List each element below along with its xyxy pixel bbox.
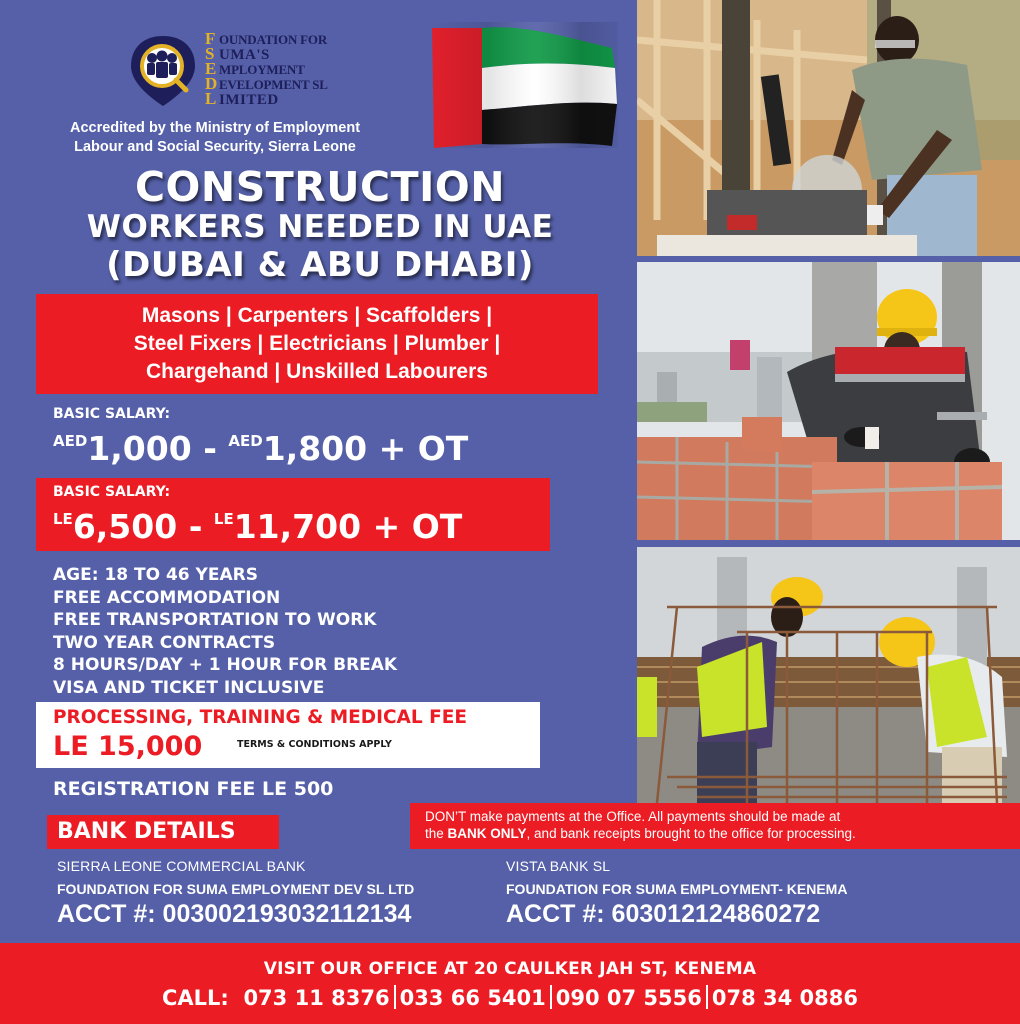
salary-le — [53, 484, 462, 546]
salary-max: 1,800 — [262, 429, 368, 468]
logo-initial: S — [205, 44, 215, 63]
notice-line-1: DON’T make payments at the Office. All payments should be made at — [425, 809, 841, 824]
accreditation-line-1: Accredited by the Ministry of Employment — [69, 120, 361, 136]
salary-label: BASIC SALARY: — [53, 406, 171, 422]
logo-initial: E — [205, 59, 217, 78]
phone-number[interactable]: 090 07 5556 — [555, 986, 702, 1010]
logo-line: UMA'S — [219, 47, 270, 63]
bank-name: SIERRA LEONE COMMERCIAL BANK — [57, 858, 306, 874]
trades-box — [36, 294, 598, 394]
headline-line-2: WORKERS NEEDED IN UAE — [86, 209, 554, 245]
payment-notice — [410, 803, 1020, 849]
salary-max: 11,700 — [233, 507, 362, 546]
salary-range — [53, 422, 468, 468]
bank-account-1 — [57, 858, 414, 929]
footer-contact — [0, 943, 1020, 1024]
bank-details-heading: BANK DETAILS — [47, 815, 279, 849]
salary-min: 6,500 — [72, 507, 178, 546]
accreditation-text — [40, 119, 390, 157]
bank-name: VISTA BANK SL — [506, 858, 611, 874]
divider — [550, 985, 552, 1009]
account-number: ACCT #: 603012124860272 — [506, 900, 821, 928]
logo-icon — [128, 34, 198, 108]
logo-initial: L — [205, 89, 217, 108]
steel-fixers-photo — [637, 547, 1020, 803]
account-name: FOUNDATION FOR SUMA EMPLOYMENT DEV SL LTD — [57, 881, 415, 897]
logo-line: MPLOYMENT — [219, 62, 305, 77]
phone-number[interactable]: 073 11 8376 — [243, 986, 390, 1010]
benefit-item: FREE TRANSPORTATION TO WORK — [53, 610, 377, 630]
logo-line: OUNDATION FOR — [219, 32, 328, 47]
notice-text: , and bank receipts brought to the office for processing. — [526, 826, 856, 841]
benefit-item: FREE ACCOMMODATION — [53, 587, 281, 608]
uae-flag-icon — [432, 22, 618, 148]
account-name: FOUNDATION FOR SUMA EMPLOYMENT- KENEMA — [506, 881, 848, 897]
notice-line-2 — [425, 825, 1020, 842]
registration-fee: REGISTRATION FEE LE 500 — [53, 778, 334, 800]
currency-label: LE — [53, 510, 73, 528]
headline-line-1: CONSTRUCTION — [134, 163, 506, 211]
terms-note: TERMS & CONDITIONS APPLY — [237, 739, 392, 750]
benefit-item: 8 HOURS/DAY + 1 HOUR FOR BREAK — [53, 655, 398, 675]
currency-label: AED — [53, 432, 88, 450]
headline-line-3: (DUBAI & ABU DHABI) — [106, 245, 534, 285]
phone-numbers — [0, 985, 1020, 1010]
salary-suffix: + OT — [378, 429, 469, 468]
divider — [706, 985, 708, 1009]
trades-line-3: Chargehand | Unskilled Labourers — [146, 360, 488, 383]
logo-initial: D — [205, 74, 218, 93]
bank-account-2 — [506, 858, 847, 929]
benefit-item: TWO YEAR CONTRACTS — [53, 632, 276, 653]
logo-line: IMITED — [219, 92, 279, 108]
range-dash: - — [203, 429, 217, 468]
bricklayer-photo — [637, 262, 1020, 540]
headline — [30, 165, 610, 285]
logo-line: EVELOPMENT SL — [219, 77, 328, 92]
office-address: VISIT OUR OFFICE AT 20 CAULKER JAH ST, KENEMA — [263, 959, 757, 979]
benefit-item: AGE: 18 TO 46 YEARS — [53, 565, 258, 585]
logo-wordmark — [205, 29, 328, 108]
processing-fee-title: PROCESSING, TRAINING & MEDICAL FEE — [53, 707, 468, 728]
accreditation-line-2: Labour and Social Security, Sierra Leone — [74, 139, 356, 155]
range-dash: - — [188, 507, 203, 546]
carpenter-miter-saw-photo — [637, 0, 1020, 256]
currency-label: LE — [213, 510, 234, 528]
account-number: ACCT #: 003002193032112134 — [57, 900, 412, 928]
salary-suffix: + OT — [372, 507, 463, 546]
trades-line-1: Masons | Carpenters | Scaffolders | — [141, 304, 493, 327]
currency-label: AED — [228, 432, 263, 450]
trades-line-2: Steel Fixers | Electricians | Plumber | — [133, 332, 501, 355]
benefit-item: VISA AND TICKET INCLUSIVE — [53, 677, 325, 698]
phone-number[interactable]: 033 66 5401 — [399, 986, 546, 1010]
notice-emphasis: BANK ONLY — [447, 826, 527, 841]
notice-text: the — [425, 826, 448, 841]
processing-fee-amount: LE 15,000 — [53, 731, 203, 762]
call-label: CALL: — [161, 986, 229, 1010]
benefits-list — [53, 564, 397, 699]
salary-range — [53, 500, 462, 546]
salary-aed — [53, 406, 468, 468]
divider — [394, 985, 396, 1009]
salary-label: BASIC SALARY: — [53, 484, 171, 500]
logo-initial: F — [205, 29, 216, 48]
phone-number[interactable]: 078 34 0886 — [711, 986, 858, 1010]
salary-min: 1,000 — [87, 429, 192, 468]
